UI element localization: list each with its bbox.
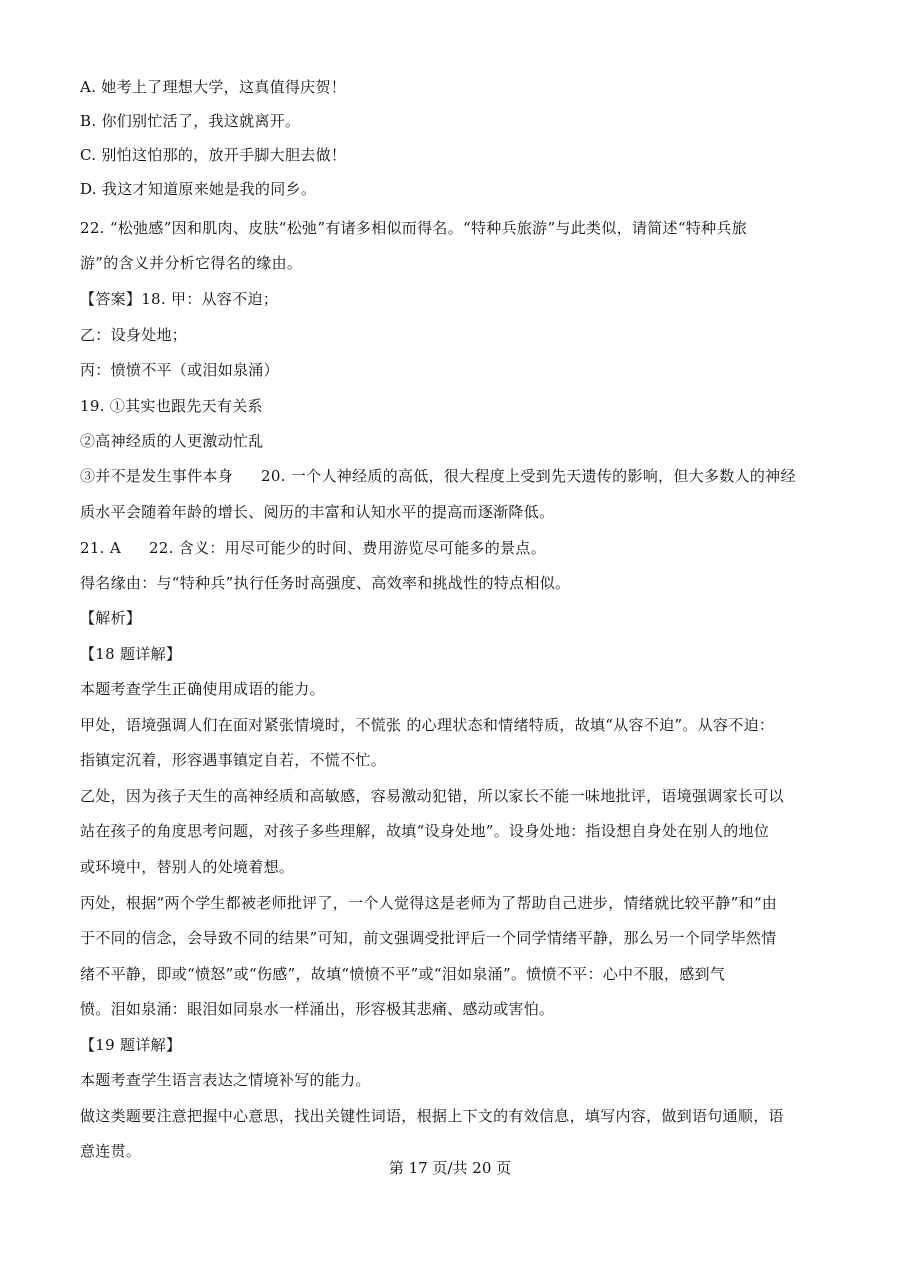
q19-intro: 本题考查学生语言表达之情境补写的能力。 xyxy=(80,1071,371,1089)
q18-yi-line-1: 乙处，因为孩子天生的高神经质和高敏感，容易激动犯错，所以家长不能一味地批评，语境强调家长可以 xyxy=(80,787,784,805)
answer-19-3: ③并不是发生事件本身 xyxy=(80,467,234,485)
answer-row-19-20 xyxy=(80,466,840,486)
answer-18-bing: 丙：愤愤不平（或泪如泉涌） xyxy=(80,361,279,379)
page-number: 第 17 页/共 20 页 xyxy=(388,1159,512,1177)
q18-bing-line-1: 丙处，根据“两个学生都被老师批评了，一个人觉得这是老师为了帮助自己进步，情绪就比较平静”和“由 xyxy=(80,894,778,912)
answer-20-line-2: 质水平会随着年龄的增长、阅历的丰富和认知水平的提高而逐渐降低。 xyxy=(80,503,555,521)
answer-21: 21. A xyxy=(80,539,121,557)
q18-jia-line-1: 甲处，语境强调人们在面对紧张情境时，不慌张 的心理状态和情绪特质，故填“从容不迫”。从容不迫： xyxy=(80,716,775,734)
analysis-heading: 【解析】 xyxy=(80,609,142,627)
q18-bing-line-3: 绪不平静，即或“愤怒”或“伤感”，故填“愤愤不平”或“泪如泉涌”。愤愤不平：心中不服，感到气 xyxy=(80,965,726,983)
q18-intro: 本题考查学生正确使用成语的能力。 xyxy=(80,680,325,698)
option-a: A. 她考上了理想大学，这真值得庆贺！ xyxy=(80,78,347,96)
q19-method-line-1: 做这类题要注意把握中心意思，找出关键性词语，根据上下文的有效信息，填写内容，做到语句通顺，语 xyxy=(80,1107,784,1125)
question-22-line-1: 22. “松弛感”因和肌肉、皮肤“松弛”有诸多相似而得名。“特种兵旅游”与此类似，请简述“特种兵旅 xyxy=(80,219,748,237)
q18-bing-line-2: 于不同的信念，会导致不同的结果”可知，前文强调受批评后一个同学情绪平静，那么另一个同学毕然情 xyxy=(80,929,777,947)
q19-detail-heading: 【19 题详解】 xyxy=(80,1036,182,1054)
question-22-line-2: 游”的含义并分析它得名的缘由。 xyxy=(80,254,303,272)
answer-19-1: 19. ①其实也跟先天有关系 xyxy=(80,397,263,415)
answer-row-21-22 xyxy=(80,538,840,558)
q19-method-line-2: 意连贯。 xyxy=(80,1142,142,1160)
answer-20-line-1: 20. 一个人神经质的高低，很大程度上受到先天遗传的影响，但大多数人的神经 xyxy=(261,467,796,485)
answer-22-reason: 得名缘由：与“特种兵”执行任务时高强度、高效率和挑战性的特点相似。 xyxy=(80,574,571,592)
answer-18-yi: 乙：设身处地； xyxy=(80,326,188,344)
q18-bing-line-4: 愤。泪如泉涌：眼泪如同泉水一样涌出，形容极其悲痛、感动或害怕。 xyxy=(80,1000,555,1018)
q18-yi-line-3: 或环境中，替别人的处境着想。 xyxy=(80,858,295,876)
q18-detail-heading: 【18 题详解】 xyxy=(80,645,182,663)
answer-19-2: ②高神经质的人更激动忙乱 xyxy=(80,432,264,450)
option-c: C. 别怕这怕那的，放开手脚大胆去做！ xyxy=(80,146,347,164)
answer-22-meaning: 22. 含义：用尽可能少的时间、费用游览尽可能多的景点。 xyxy=(148,539,546,557)
option-b: B. 你们别忙活了，我这就离开。 xyxy=(80,112,301,130)
answer-18-jia: 【答案】18. 甲：从容不迫； xyxy=(80,290,279,308)
option-d: D. 我这才知道原来她是我的同乡。 xyxy=(80,180,317,198)
q18-jia-line-2: 指镇定沉着，形容遇事镇定自若，不慌不忙。 xyxy=(80,751,387,769)
q18-yi-line-2: 站在孩子的角度思考问题，对孩子多些理解，故填“设身处地”。设身处地：指设想自身处在别人的地位 xyxy=(80,822,770,840)
